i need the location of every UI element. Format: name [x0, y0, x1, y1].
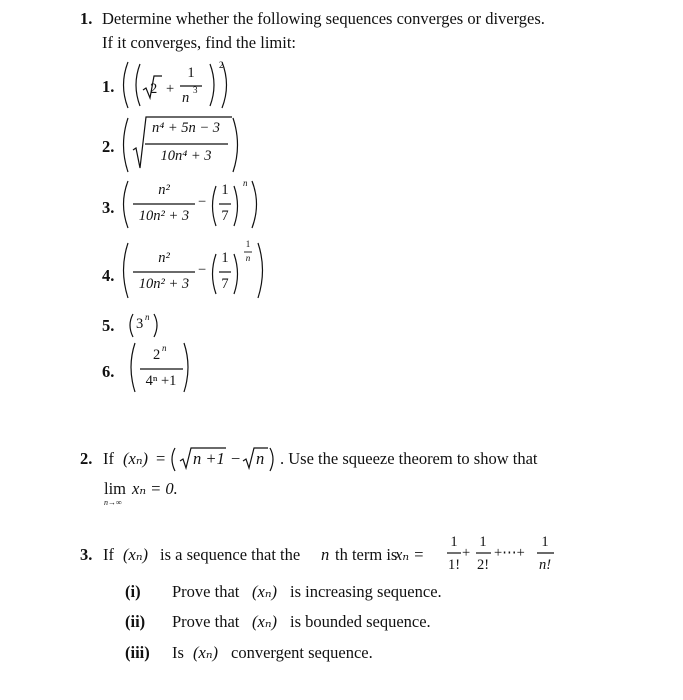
- q2-sqrt1: [180, 448, 226, 468]
- item4-base-den: 7: [221, 276, 229, 292]
- item2-right-paren: [233, 118, 238, 172]
- item3-outer-left-paren: [124, 181, 129, 228]
- q2-right-paren: [270, 448, 273, 471]
- q2-minus: −: [231, 449, 241, 468]
- q2-lim-sub: n→∞: [104, 498, 122, 507]
- item5-left-paren: [130, 314, 133, 337]
- q2-sqrt2: [243, 448, 268, 468]
- item4-minus: −: [198, 262, 207, 278]
- item4-outer-left-paren: [124, 243, 129, 298]
- item1-frac-den-base: n: [182, 90, 190, 106]
- q3-f1-num: 1: [450, 534, 458, 550]
- item1-plus: +: [166, 81, 175, 97]
- item4-outer-right-paren: [258, 243, 263, 298]
- q1-instruction-line1: Determine whether the following sequences converges or diverges.: [102, 9, 545, 28]
- item4-base-num: 1: [221, 250, 229, 266]
- item4-num: n²: [158, 250, 170, 266]
- item3-minus: −: [198, 194, 207, 210]
- item1-frac-num: 1: [187, 65, 195, 81]
- q3-text: is a sequence that the: [160, 545, 301, 564]
- q1-item-5-label: 5.: [102, 316, 115, 335]
- item2-left-paren: [124, 118, 129, 172]
- q2-rad1: n +1: [193, 449, 225, 468]
- item3-base-num: 1: [221, 182, 229, 198]
- q3-f1-den: 1!: [447, 557, 461, 573]
- item4-exp-den: n: [245, 253, 251, 263]
- q3-text2: th term is: [335, 545, 398, 564]
- q2-if: If: [103, 449, 114, 468]
- q3-f2-den: 2!: [476, 557, 490, 573]
- item6-left-paren: [131, 343, 135, 392]
- item6-right-paren: [184, 343, 188, 392]
- item2-sqrt-sign: [133, 117, 232, 168]
- item2-den: 10n⁴ + 3: [160, 148, 212, 164]
- q2-eq: =: [156, 449, 166, 468]
- q3-plus: +: [462, 545, 471, 561]
- q1-item-3-label: 3.: [102, 198, 115, 217]
- q3-part-ii-post: is bounded sequence.: [290, 612, 431, 631]
- q3-part-iii-post: convergent sequence.: [231, 643, 373, 662]
- q1-item-6-label: 6.: [102, 362, 115, 381]
- q3-if: If: [103, 545, 114, 564]
- item3-outer-right-paren: [252, 181, 257, 228]
- item6-num-exp: n: [162, 343, 167, 353]
- item1-inner-right-paren: [210, 64, 214, 106]
- q3-part-i-seq: (xₙ): [252, 582, 277, 601]
- q1-item-2-label: 2.: [102, 137, 115, 156]
- q2-lim: lim: [104, 479, 127, 498]
- q3-number: 3.: [80, 545, 93, 564]
- q2-rad2: n: [256, 449, 265, 468]
- item4-inner-left-paren: [213, 254, 217, 294]
- q3-f3-num: 1: [541, 534, 549, 550]
- q3-part-i-label: (i): [125, 582, 141, 601]
- item1-frac-den-exp: 3: [193, 85, 198, 95]
- item4-exp-num: 1: [245, 239, 251, 249]
- q3-part-ii-seq: (xₙ): [252, 612, 277, 631]
- q1-item-4-label: 4.: [102, 266, 115, 285]
- item5-right-paren: [154, 314, 157, 337]
- item3-num: n²: [158, 182, 170, 198]
- item2-num: n⁴ + 5n − 3: [151, 120, 221, 136]
- item3-inner-right-paren: [234, 186, 238, 226]
- item3-base-den: 7: [221, 208, 229, 224]
- item1-outer-right-paren: [222, 62, 227, 108]
- item4-den: 10n² + 3: [138, 276, 190, 292]
- q3-part-iii-label: (iii): [125, 643, 150, 662]
- q2-text: . Use the squeeze theorem to show that: [280, 449, 538, 468]
- item4-inner-right-paren: [234, 254, 238, 294]
- q3-part-ii-label: (ii): [125, 612, 146, 631]
- q3-dots: +⋯+: [494, 545, 525, 561]
- q3-seq: (xₙ): [123, 545, 148, 564]
- q1-number: 1.: [80, 9, 93, 28]
- q3-part-iii-pre: Is: [172, 643, 184, 662]
- item3-exp: n: [243, 178, 248, 188]
- q2-seq: (xₙ): [123, 449, 148, 468]
- q3-f2-num: 1: [479, 534, 487, 550]
- item5-expr-exp: n: [145, 312, 150, 322]
- q3-xn: xₙ =: [395, 545, 425, 564]
- q2-lim-expr: xₙ = 0.: [132, 479, 178, 498]
- item1-outer-left-paren: [124, 62, 129, 108]
- q1-item-1-label: 1.: [102, 77, 115, 96]
- item6-num-base: 2: [153, 347, 161, 363]
- q1-instruction-line2: If it converges, find the limit:: [102, 33, 296, 52]
- q2-left-paren: [172, 448, 175, 471]
- item3-den: 10n² + 3: [138, 208, 190, 224]
- q3-part-iii-seq: (xₙ): [193, 643, 218, 662]
- item1-inner-left-paren: [136, 64, 140, 106]
- item1-sqrt-arg: 2: [150, 81, 158, 97]
- q3-part-i-post: is increasing sequence.: [290, 582, 442, 601]
- item3-inner-left-paren: [213, 186, 217, 226]
- item6-den: 4ⁿ +1: [145, 373, 177, 389]
- q3-part-i-pre: Prove that: [172, 582, 240, 601]
- item1-sqrt-sign: [143, 76, 162, 98]
- q3-f3-den: n!: [538, 557, 552, 573]
- q3-nvar: n: [321, 545, 330, 564]
- item1-outer-exp: 2: [219, 60, 224, 70]
- item5-expr-base: 3: [136, 316, 144, 332]
- q3-part-ii-pre: Prove that: [172, 612, 240, 631]
- q2-number: 2.: [80, 449, 93, 468]
